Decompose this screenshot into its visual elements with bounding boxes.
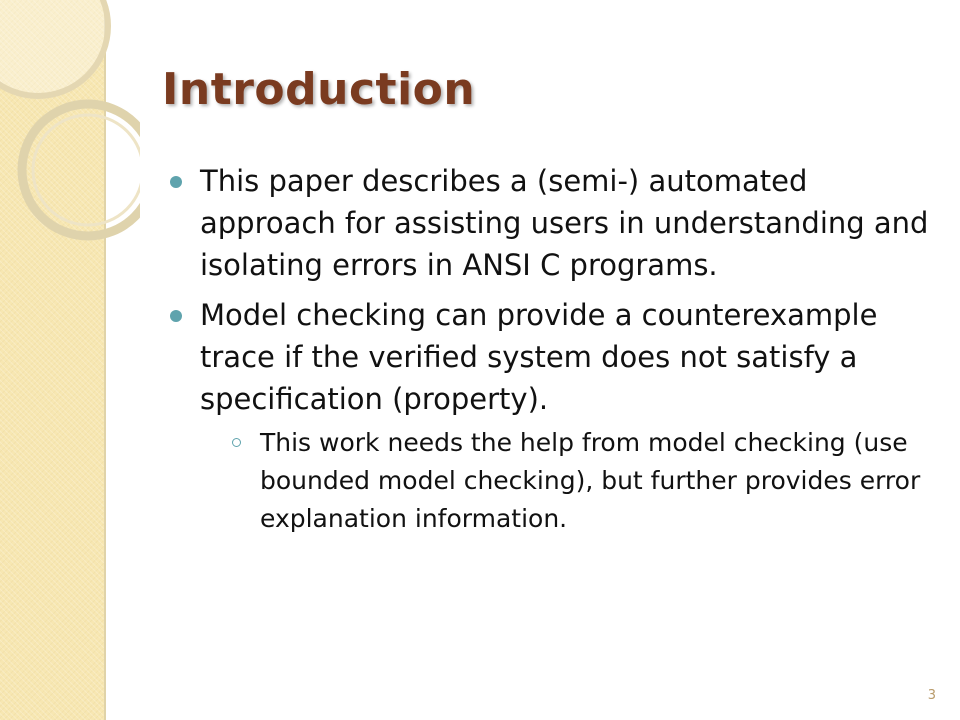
slide-title: Introduction xyxy=(162,64,476,115)
bullet-dot-icon xyxy=(170,310,182,322)
bullet-item xyxy=(170,160,930,286)
decorative-circles-icon xyxy=(0,0,140,260)
bullet-text: This paper describes a (semi-) automated approach for assisting users in understanding and isolating errors in ANSI C programs. xyxy=(200,164,929,282)
bullet-item xyxy=(170,294,930,538)
decorative-circle-inner xyxy=(33,115,140,225)
bullet-dot-icon xyxy=(170,176,182,188)
page-number: 3 xyxy=(927,688,936,703)
sub-bullet-ring-icon xyxy=(232,438,241,447)
slide-content xyxy=(170,160,930,546)
decorative-circle-top xyxy=(0,0,108,96)
sub-bullet-text: This work needs the help from model checking (use bounded model checking), but further provides error explanation information. xyxy=(260,428,921,533)
sub-bullet-item xyxy=(230,424,930,538)
decorative-circle-middle xyxy=(22,104,140,236)
bullet-text: Model checking can provide a counterexample trace if the verified system does not satisfy a specification (property). xyxy=(200,298,878,416)
